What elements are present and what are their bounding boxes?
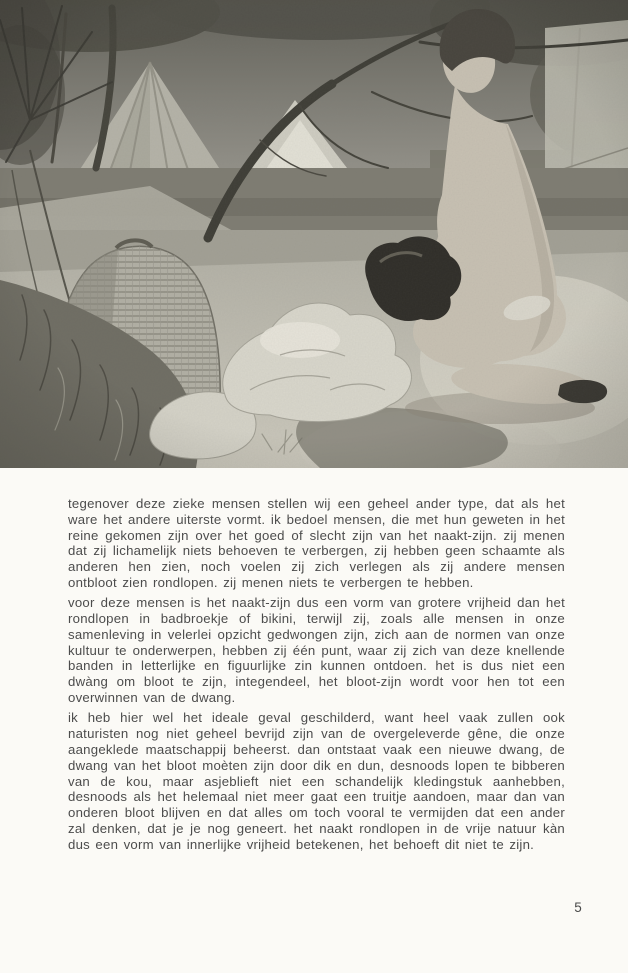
- page-number: 5: [574, 900, 582, 915]
- photo-illustration: [0, 0, 628, 468]
- body-text: [68, 496, 565, 857]
- paragraph-1: tegenover deze zieke mensen stellen wij een geheel ander type, dat als het ware het andere uiterste vormt. ik bedoel mensen, die met hun geweten in het reine gekomen zijn over het goed of slecht zijn van het naakt-zijn. zij menen dat zij lichamelijk niets behoeven te verbergen, zij hebben geen schaamte als anderen hen zien, noch voelen zij zich verlegen als zij andere mensen ontbloot zien rondlopen. zij menen niets te verbergen te hebben.: [68, 496, 565, 590]
- photograph: [0, 0, 628, 468]
- paragraph-3: ik heb hier wel het ideale geval geschilderd, want heel vaak zullen ook naturisten nog niet geheel bevrijd zijn van de overgeleverde gêne, die onze aangeklede maatschappij beheerst. dan ontstaat vaak een nieuwe dwang, de dwang van het bloot moèten zijn door dik en dun, desnoods lopen te bibberen van de kou, maar asjeblieft niet een schandelijk kledingstuk aanhebben, desnoods als het helemaal niet meer gaat een truitje aandoen, maar dan van onderen bloot blijven en dat alles om toch vooral te vermijden dat een ander zal denken, dat je je nog geneert. het naakt rondlopen in de vrije natuur kàn dus een vorm van innerlijke vrijheid betekenen, het behoeft dit niet te zijn.: [68, 710, 565, 852]
- paragraph-2: voor deze mensen is het naakt-zijn dus een vorm van grotere vrijheid dan het rondlopen in badbroekje of bikini, terwijl zij, zoals alle mensen in onze samenleving in velerlei opzicht gedwongen zijn, zich aan de normen van onze kultuur te onderwerpen, hebben zij één punt, waar zij zich van deze knellende banden in letterlijke en figuurlijke zin kunnen ontdoen. het is dus niet een dwàng om bloot te zijn, integendeel, het bloot-zijn wordt voor hen tot een overwinnen van de dwang.: [68, 595, 565, 706]
- vignette: [0, 0, 628, 468]
